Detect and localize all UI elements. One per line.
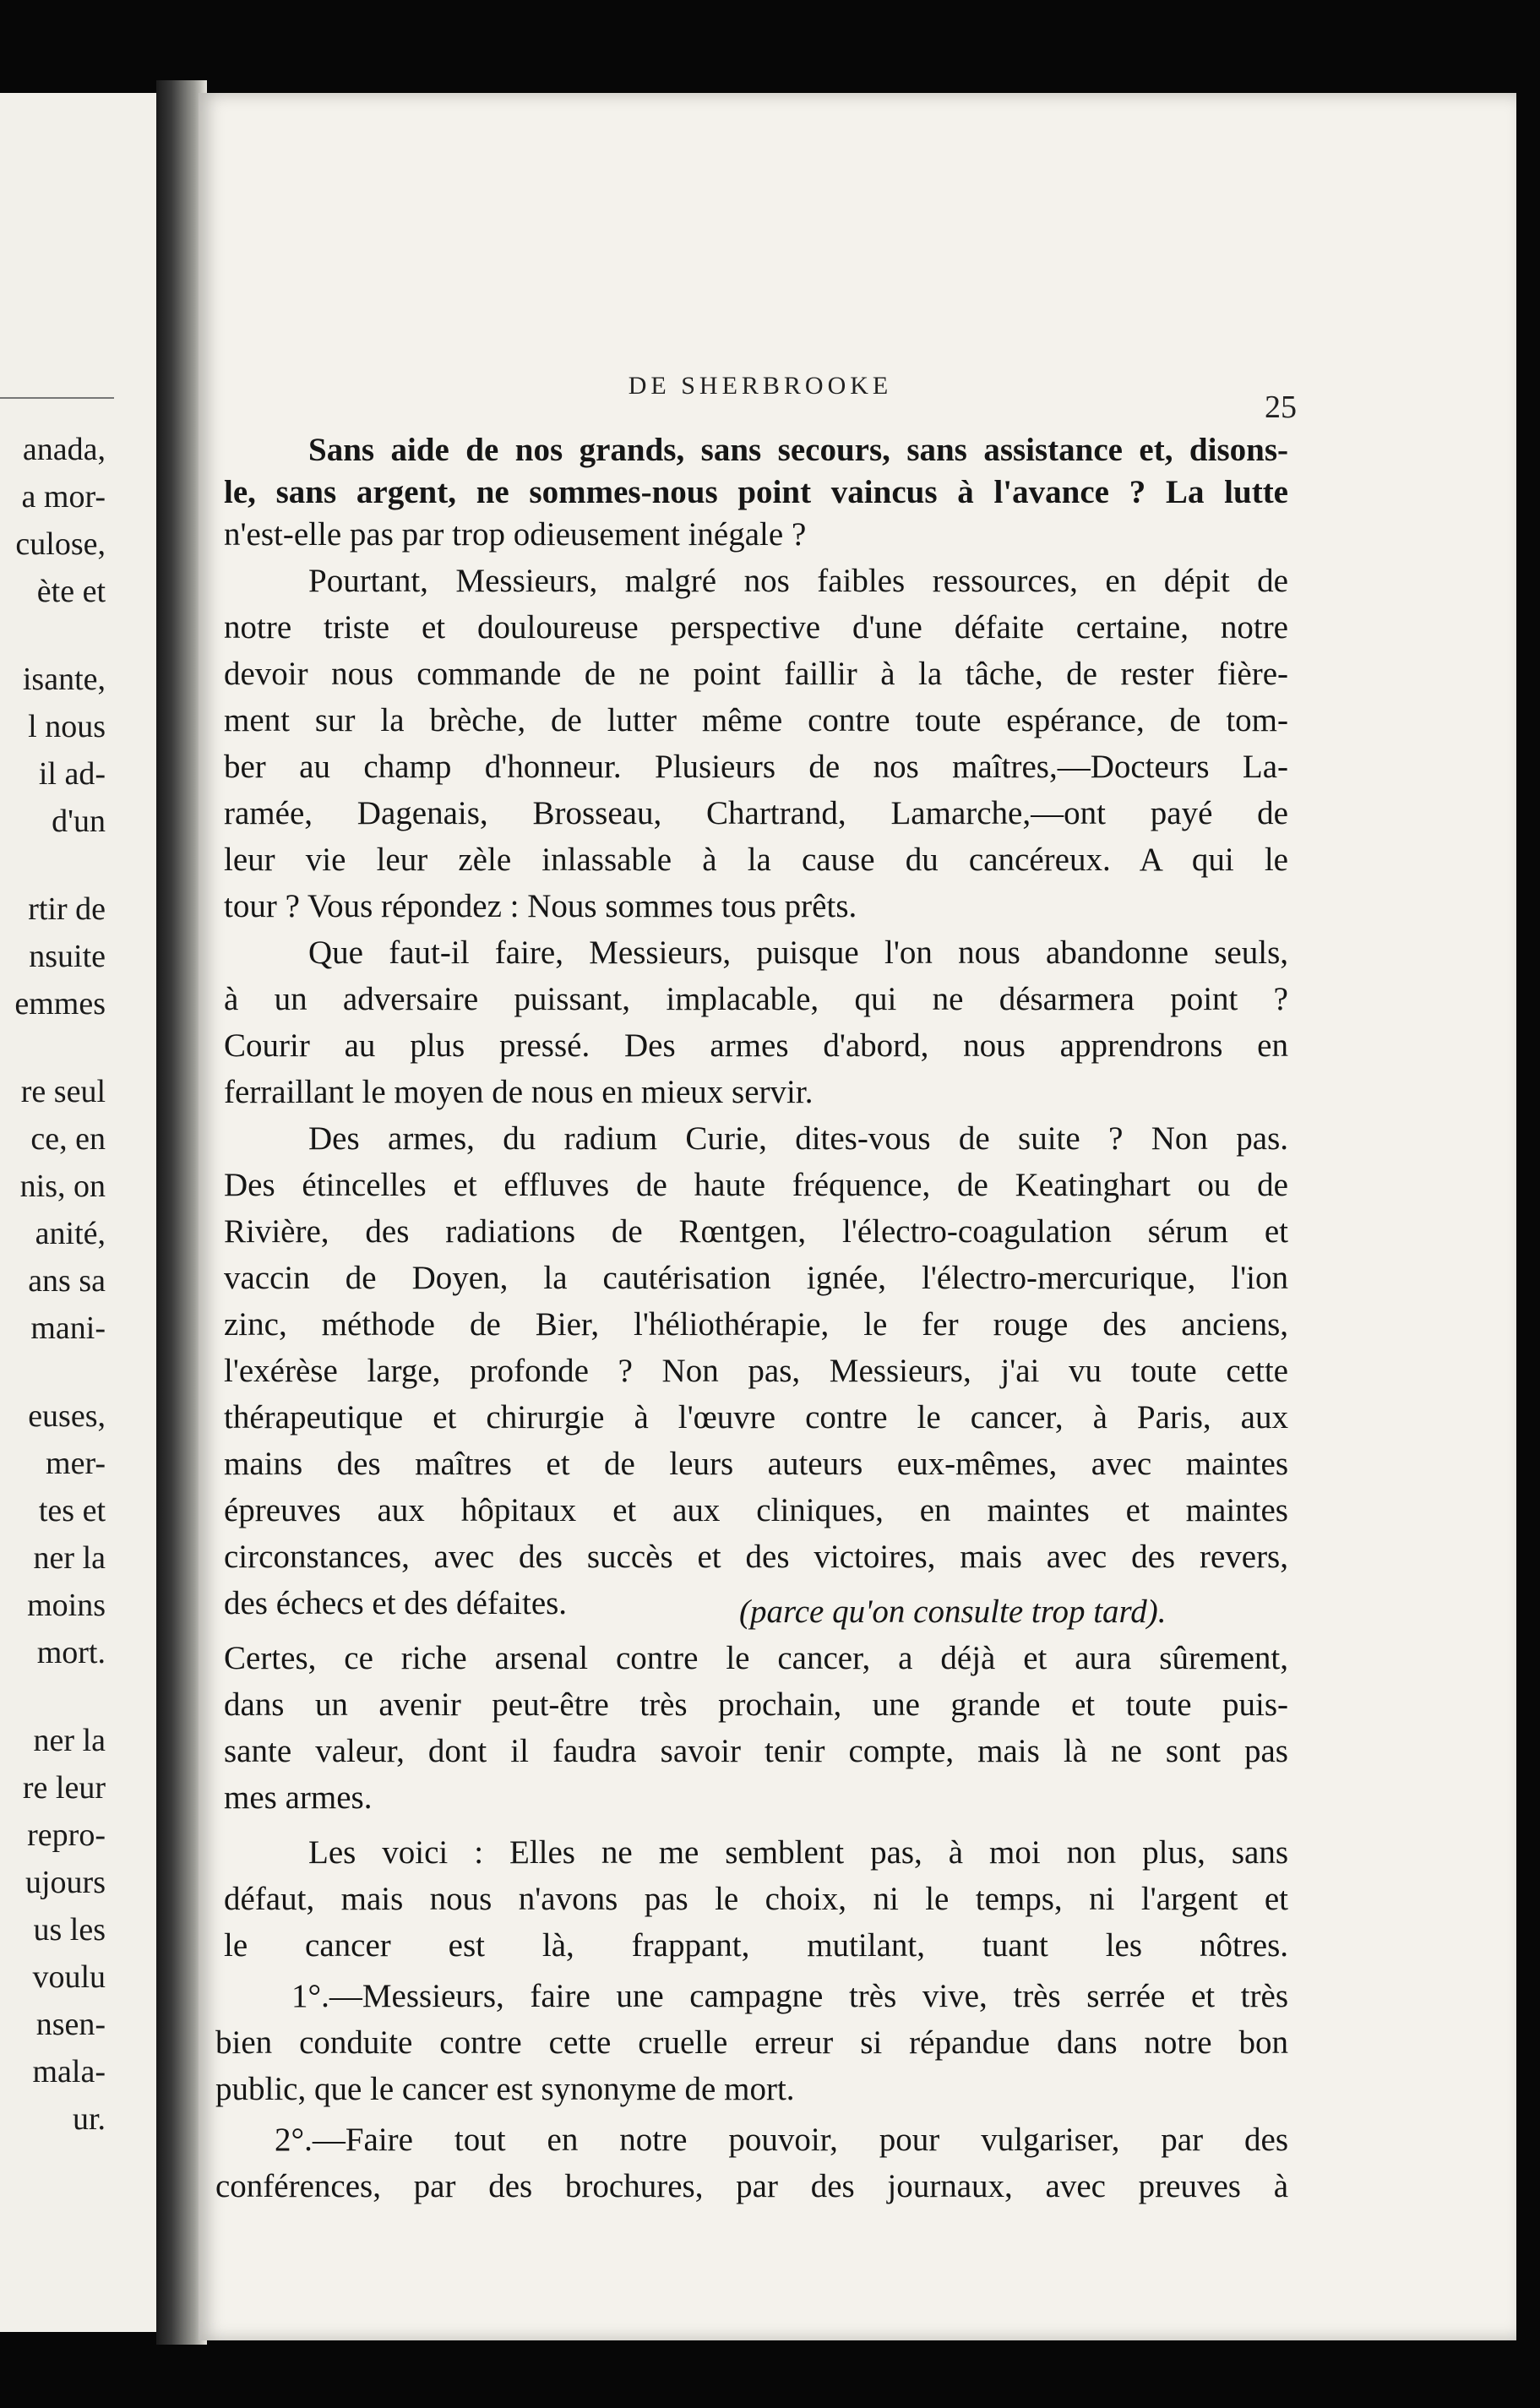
facing-page-line: mala- xyxy=(32,2054,106,2089)
text-line: Des armes, du radium Curie, dites-vous de suite ? Non pas. xyxy=(308,1120,1288,1157)
facing-page-line: nsen- xyxy=(35,2007,106,2042)
facing-page-line: nsuite xyxy=(29,939,106,974)
page-number: 25 xyxy=(1265,390,1297,425)
text-line: mains des maîtres et de leurs auteurs eux-mêmes, avec maintes xyxy=(224,1446,1288,1482)
facing-page-line: culose, xyxy=(15,526,106,562)
facing-page-line: d'un xyxy=(52,804,106,839)
text-line: ment sur la brèche, de lutter même contre toute espérance, de tom- xyxy=(224,702,1288,738)
text-line: ber au champ d'honneur. Plusieurs de nos maîtres,—Docteurs La- xyxy=(224,749,1288,785)
facing-page-line: nis, on xyxy=(19,1169,106,1204)
text-line: vaccin de Doyen, la cautérisation ignée, l'électro-mercurique, l'ion xyxy=(224,1260,1288,1296)
facing-page-line: voulu xyxy=(32,1959,106,1995)
text-line: public, que le cancer est synonyme de mort. xyxy=(215,2071,795,2107)
text-line: l'exérèse large, profonde ? Non pas, Messieurs, j'ai vu toute cette xyxy=(224,1353,1288,1389)
text-line: (parce qu'on consulte trop tard). xyxy=(739,1594,1167,1630)
text-line: le cancer est là, frappant, mutilant, tuant les nôtres. xyxy=(224,1927,1288,1964)
facing-page-line: il ad- xyxy=(38,756,106,792)
facing-page-line: a mor- xyxy=(21,479,106,515)
facing-page-line: emmes xyxy=(14,986,106,1021)
text-line: Certes, ce riche arsenal contre le cancer, a déjà et aura sûrement, xyxy=(224,1640,1288,1676)
text-line: leur vie leur zèle inlassable à la cause du cancéreux. A qui le xyxy=(224,842,1288,878)
text-line: des échecs et des défaites. xyxy=(224,1585,568,1621)
text-line: ferraillant le moyen de nous en mieux servir. xyxy=(224,1074,814,1110)
text-line: sante valeur, dont il faudra savoir tenir compte, mais là ne sont pas xyxy=(224,1733,1288,1769)
text-line: Des étincelles et effluves de haute fréquence, de Keatinghart ou de xyxy=(224,1167,1288,1203)
text-line: le, sans argent, ne sommes-nous point vaincus à l'avance ? La lutte xyxy=(224,474,1288,510)
facing-page-line: anité, xyxy=(35,1216,106,1251)
facing-page-line: ce, en xyxy=(30,1121,106,1157)
text-line: ramée, Dagenais, Brosseau, Chartrand, Lamarche,—ont payé de xyxy=(224,795,1288,831)
facing-page-line: ète et xyxy=(36,574,106,609)
facing-page-line: re seul xyxy=(20,1074,106,1109)
text-line: n'est-elle pas par trop odieusement inégale ? xyxy=(224,516,807,553)
text-line: Pourtant, Messieurs, malgré nos faibles ressources, en dépit de xyxy=(308,563,1288,599)
facing-page-edge xyxy=(0,93,165,2332)
text-line: circonstances, avec des succès et des victoires, mais avec des revers, xyxy=(224,1539,1288,1575)
facing-page-line: rtir de xyxy=(28,891,106,927)
body-text xyxy=(199,93,1516,2340)
facing-page-line: us les xyxy=(33,1912,106,1948)
text-line: notre triste et douloureuse perspective d'une défaite certaine, notre xyxy=(224,609,1288,646)
text-line: Sans aide de nos grands, sans secours, sans assistance et, disons- xyxy=(308,432,1288,468)
text-line: 1°.—Messieurs, faire une campagne très vive, très serrée et très xyxy=(291,1978,1288,2014)
text-line: dans un avenir peut-être très prochain, une grande et toute puis- xyxy=(224,1686,1288,1723)
text-line: zinc, méthode de Bier, l'héliothérapie, le fer rouge des anciens, xyxy=(224,1306,1288,1343)
text-line: thérapeutique et chirurgie à l'œuvre contre le cancer, à Paris, aux xyxy=(224,1399,1288,1436)
facing-page-line: mani- xyxy=(30,1310,106,1346)
text-line: Que faut-il faire, Messieurs, puisque l'on nous abandonne seuls, xyxy=(308,934,1288,971)
facing-page-line: ner la xyxy=(33,1723,106,1758)
text-line: 2°.—Faire tout en notre pouvoir, pour vulgariser, par des xyxy=(275,2122,1288,2158)
facing-page-line: repro- xyxy=(27,1817,106,1853)
header-rule xyxy=(0,397,114,399)
facing-page-line: ur. xyxy=(72,2101,106,2137)
text-line: épreuves aux hôpitaux et aux cliniques, en maintes et maintes xyxy=(224,1492,1288,1528)
text-line: conférences, par des brochures, par des journaux, avec preuves à xyxy=(215,2168,1288,2204)
facing-page-line: tes et xyxy=(38,1493,106,1528)
text-line: à un adversaire puissant, implacable, qui ne désarmera point ? xyxy=(224,981,1288,1017)
running-head: DE SHERBROOKE xyxy=(628,372,893,400)
text-line: Rivière, des radiations de Rœntgen, l'électro-coagulation sérum et xyxy=(224,1213,1288,1250)
facing-page-line: mort. xyxy=(36,1635,106,1670)
facing-page-line: ner la xyxy=(33,1540,106,1576)
facing-page-line: l nous xyxy=(28,709,106,744)
facing-page-line: moins xyxy=(27,1588,106,1623)
facing-page-line: mer- xyxy=(46,1446,106,1481)
facing-page-line: ujours xyxy=(25,1865,106,1900)
facing-page-line: euses, xyxy=(28,1398,106,1434)
facing-page-line: isante, xyxy=(22,662,106,697)
text-line: défaut, mais nous n'avons pas le choix, ni le temps, ni l'argent et xyxy=(224,1881,1288,1917)
facing-page-line: ans sa xyxy=(28,1263,106,1299)
text-line: Courir au plus pressé. Des armes d'abord, nous apprendrons en xyxy=(224,1027,1288,1064)
text-line: bien conduite contre cette cruelle erreur si répandue dans notre bon xyxy=(215,2024,1288,2061)
book-page xyxy=(199,93,1516,2340)
text-line: devoir nous commande de ne point faillir à la tâche, de rester fière- xyxy=(224,656,1288,692)
facing-page-line: anada, xyxy=(22,432,106,467)
text-line: tour ? Vous répondez : Nous sommes tous prêts. xyxy=(224,888,857,924)
text-line: Les voici : Elles ne me semblent pas, à moi non plus, sans xyxy=(308,1834,1288,1871)
text-line: mes armes. xyxy=(224,1779,373,1816)
facing-page-line: re leur xyxy=(22,1770,106,1806)
